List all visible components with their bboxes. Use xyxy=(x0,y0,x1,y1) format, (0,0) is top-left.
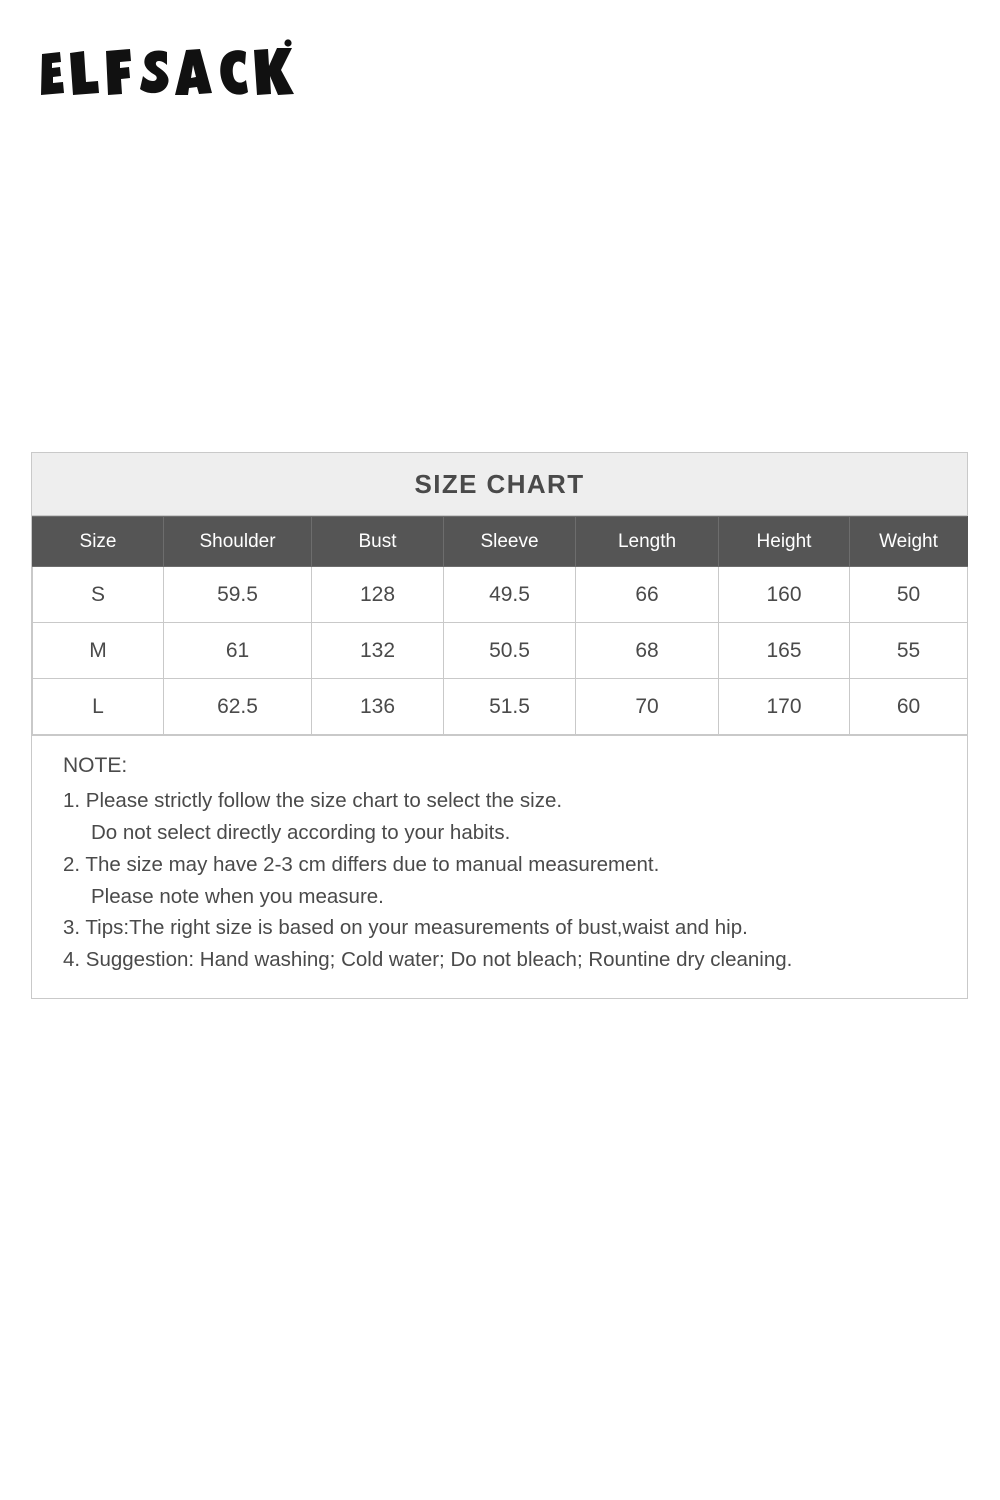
cell-sleeve: 51.5 xyxy=(444,679,576,735)
cell-height: 165 xyxy=(719,623,850,679)
note-line-4: 4. Suggestion: Hand washing; Cold water; Do not bleach; Rountine dry cleaning. xyxy=(63,948,793,972)
cell-shoulder: 59.5 xyxy=(164,567,312,623)
table-header-row xyxy=(33,517,968,567)
cell-weight: 50 xyxy=(850,567,968,623)
cell-length: 70 xyxy=(576,679,719,735)
cell-length: 68 xyxy=(576,623,719,679)
column-header-height: Height xyxy=(719,517,850,567)
elfsack-wordmark-logo-icon xyxy=(36,38,296,108)
cell-length: 66 xyxy=(576,567,719,623)
size-chart-title: SIZE CHART xyxy=(32,453,967,516)
table-row xyxy=(33,679,968,735)
table-row xyxy=(33,623,968,679)
cell-height: 170 xyxy=(719,679,850,735)
note-line-3: 3. Tips:The right size is based on your measurements of bust,waist and hip. xyxy=(63,916,748,940)
cell-bust: 136 xyxy=(312,679,444,735)
cell-size: S xyxy=(33,567,164,623)
size-chart-table xyxy=(32,516,968,735)
column-header-sleeve: Sleeve xyxy=(444,517,576,567)
column-header-shoulder: Shoulder xyxy=(164,517,312,567)
size-chart-card xyxy=(31,452,968,999)
cell-sleeve: 50.5 xyxy=(444,623,576,679)
note-line-2b: Please note when you measure. xyxy=(91,884,384,908)
note-section xyxy=(32,735,967,998)
cell-size: L xyxy=(33,679,164,735)
table-row xyxy=(33,567,968,623)
note-line-1: 1. Please strictly follow the size chart to select the size. xyxy=(63,789,563,813)
cell-bust: 132 xyxy=(312,623,444,679)
cell-shoulder: 62.5 xyxy=(164,679,312,735)
note-line-1b: Do not select directly according to your habits. xyxy=(91,821,511,845)
note-line-2: 2. The size may have 2-3 cm differs due to manual measurement. xyxy=(63,852,660,876)
cell-weight: 60 xyxy=(850,679,968,735)
brand-logo xyxy=(36,38,296,108)
column-header-bust: Bust xyxy=(312,517,444,567)
cell-bust: 128 xyxy=(312,567,444,623)
cell-height: 160 xyxy=(719,567,850,623)
column-header-length: Length xyxy=(576,517,719,567)
cell-weight: 55 xyxy=(850,623,968,679)
note-heading: NOTE: xyxy=(63,754,128,777)
cell-sleeve: 49.5 xyxy=(444,567,576,623)
column-header-weight: Weight xyxy=(850,517,968,567)
cell-shoulder: 61 xyxy=(164,623,312,679)
column-header-size: Size xyxy=(33,517,164,567)
cell-size: M xyxy=(33,623,164,679)
